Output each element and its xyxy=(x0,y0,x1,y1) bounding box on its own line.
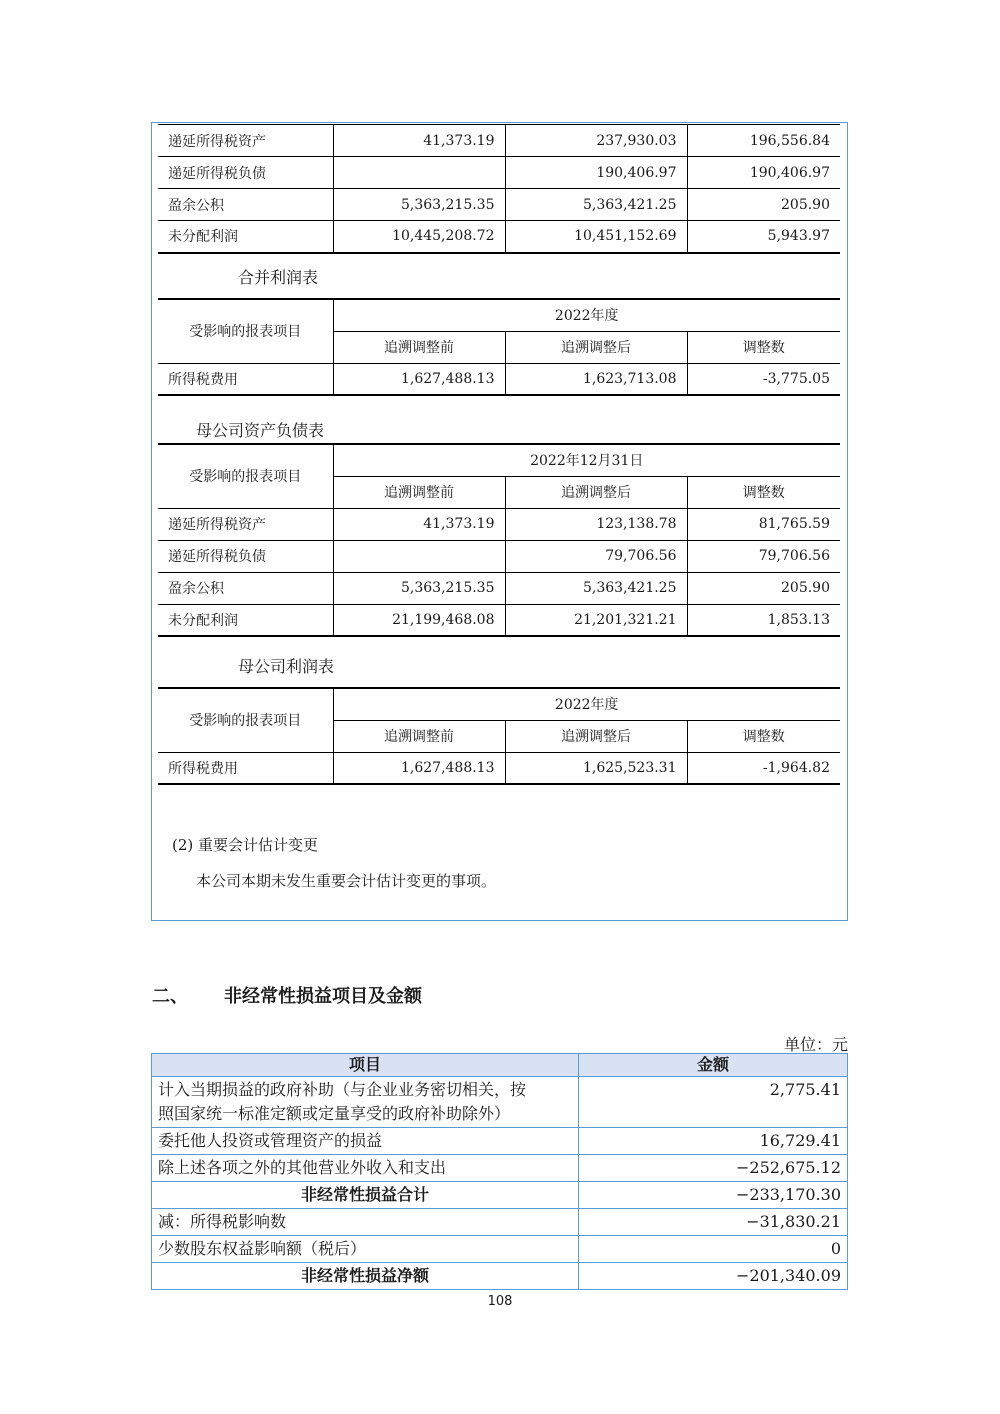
row-item: 减：所得税影响数 xyxy=(152,1209,579,1236)
value-after: 1,623,713.08 xyxy=(505,363,687,395)
value-adjustment: 196,556.84 xyxy=(687,125,840,157)
row-item: 未分配利润 xyxy=(158,604,333,636)
period-header: 2022年度 xyxy=(333,688,840,720)
value-after: 237,930.03 xyxy=(505,125,687,157)
row-item: 非经常性损益净额 xyxy=(152,1263,579,1290)
value-before: 5,363,215.35 xyxy=(333,189,505,221)
table-row xyxy=(152,1209,848,1236)
table-row xyxy=(158,604,840,636)
value-before: 41,373.19 xyxy=(333,508,505,540)
parent-income-statement-table xyxy=(158,687,840,785)
column-header: 项目 xyxy=(152,1054,579,1077)
section-title: 非经常性损益项目及金额 xyxy=(224,986,422,1007)
row-item: 递延所得税负债 xyxy=(158,157,333,189)
row-item: 递延所得税资产 xyxy=(158,125,333,157)
column-header: 调整数 xyxy=(687,331,840,363)
period-header: 2022年度 xyxy=(333,299,840,331)
table-row xyxy=(152,1128,848,1155)
item-header: 受影响的报表项目 xyxy=(158,299,333,363)
table-row xyxy=(158,540,840,572)
value-before: 1,627,488.13 xyxy=(333,363,505,395)
row-item: 除上述各项之外的其他营业外收入和支出 xyxy=(152,1155,579,1182)
row-item xyxy=(152,1077,579,1128)
estimate-text: 本公司本期未发生重要会计估计变更的事项。 xyxy=(196,872,497,890)
value-after: 190,406.97 xyxy=(505,157,687,189)
value-after: 21,201,321.21 xyxy=(505,604,687,636)
row-item: 委托他人投资或管理资产的损益 xyxy=(152,1128,579,1155)
unit-label: 单位：元 xyxy=(783,1035,848,1054)
row-item: 递延所得税负债 xyxy=(158,540,333,572)
value-before: 10,445,208.72 xyxy=(333,221,505,253)
row-item-line: 计入当期损益的政府补助（与企业业务密切相关，按 xyxy=(158,1080,527,1099)
row-item: 所得税费用 xyxy=(158,752,333,784)
row-item: 盈余公积 xyxy=(158,189,333,221)
value-before: 41,373.19 xyxy=(333,125,505,157)
column-header: 追溯调整后 xyxy=(505,720,687,752)
table-row xyxy=(152,1236,848,1263)
value-adjustment: -1,964.82 xyxy=(687,752,840,784)
value-before: 5,363,215.35 xyxy=(333,572,505,604)
item-header: 受影响的报表项目 xyxy=(158,444,333,508)
table-header-row xyxy=(158,444,840,476)
table-row xyxy=(158,508,840,540)
table-row xyxy=(158,125,840,157)
table-row xyxy=(152,1077,848,1128)
row-amount: 2,775.41 xyxy=(579,1077,848,1128)
row-item: 未分配利润 xyxy=(158,221,333,253)
table-row xyxy=(158,752,840,784)
row-item-line: 照国家统一标准定额或定量享受的政府补助除外） xyxy=(158,1104,511,1123)
table-row xyxy=(152,1182,848,1209)
table-row xyxy=(152,1155,848,1182)
column-header: 追溯调整前 xyxy=(333,476,505,508)
value-after: 5,363,421.25 xyxy=(505,572,687,604)
table-row xyxy=(158,363,840,395)
table-caption: 合并利润表 xyxy=(238,268,319,287)
table-header-row xyxy=(158,299,840,331)
table-header-row xyxy=(152,1054,848,1077)
value-before xyxy=(333,540,505,572)
estimate-heading: (2) 重要会计估计变更 xyxy=(172,836,319,854)
table-caption: 母公司资产负债表 xyxy=(196,421,325,440)
column-header: 追溯调整前 xyxy=(333,720,505,752)
table-row xyxy=(158,189,840,221)
value-adjustment: -3,775.05 xyxy=(687,363,840,395)
row-amount: −252,675.12 xyxy=(579,1155,848,1182)
row-amount: 0 xyxy=(579,1236,848,1263)
row-item: 盈余公积 xyxy=(158,572,333,604)
value-before: 1,627,488.13 xyxy=(333,752,505,784)
row-amount: −233,170.30 xyxy=(579,1182,848,1209)
value-adjustment: 5,943.97 xyxy=(687,221,840,253)
value-after: 5,363,421.25 xyxy=(505,189,687,221)
row-item: 少数股东权益影响额（税后） xyxy=(152,1236,579,1263)
non-recurring-items-table xyxy=(151,1053,848,1290)
value-adjustment: 205.90 xyxy=(687,189,840,221)
period-header: 2022年12月31日 xyxy=(333,444,840,476)
item-header: 受影响的报表项目 xyxy=(158,688,333,752)
value-adjustment: 81,765.59 xyxy=(687,508,840,540)
parent-balance-sheet-table xyxy=(158,443,840,637)
row-amount: −201,340.09 xyxy=(579,1263,848,1290)
table-row xyxy=(158,157,840,189)
row-amount: 16,729.41 xyxy=(579,1128,848,1155)
value-adjustment: 205.90 xyxy=(687,572,840,604)
value-after: 79,706.56 xyxy=(505,540,687,572)
value-after: 1,625,523.31 xyxy=(505,752,687,784)
row-item: 非经常性损益合计 xyxy=(152,1182,579,1209)
column-header: 调整数 xyxy=(687,720,840,752)
column-header: 调整数 xyxy=(687,476,840,508)
row-item: 所得税费用 xyxy=(158,363,333,395)
value-after: 123,138.78 xyxy=(505,508,687,540)
table-header-row xyxy=(158,688,840,720)
value-adjustment: 79,706.56 xyxy=(687,540,840,572)
value-before: 21,199,468.08 xyxy=(333,604,505,636)
column-header: 追溯调整前 xyxy=(333,331,505,363)
consolidated-balance-sheet-table xyxy=(158,124,840,254)
row-item: 递延所得税资产 xyxy=(158,508,333,540)
value-before xyxy=(333,157,505,189)
column-header: 追溯调整后 xyxy=(505,331,687,363)
section-number: 二、 xyxy=(152,986,188,1007)
column-header: 金额 xyxy=(579,1054,848,1077)
value-adjustment: 190,406.97 xyxy=(687,157,840,189)
consolidated-income-statement-table xyxy=(158,298,840,396)
row-amount: −31,830.21 xyxy=(579,1209,848,1236)
page-number: 108 xyxy=(487,1294,513,1309)
section-heading xyxy=(152,982,422,1008)
value-after: 10,451,152.69 xyxy=(505,221,687,253)
value-adjustment: 1,853.13 xyxy=(687,604,840,636)
table-caption: 母公司利润表 xyxy=(238,657,335,676)
table-row xyxy=(152,1263,848,1290)
column-header: 追溯调整后 xyxy=(505,476,687,508)
table-row xyxy=(158,572,840,604)
table-row xyxy=(158,221,840,253)
